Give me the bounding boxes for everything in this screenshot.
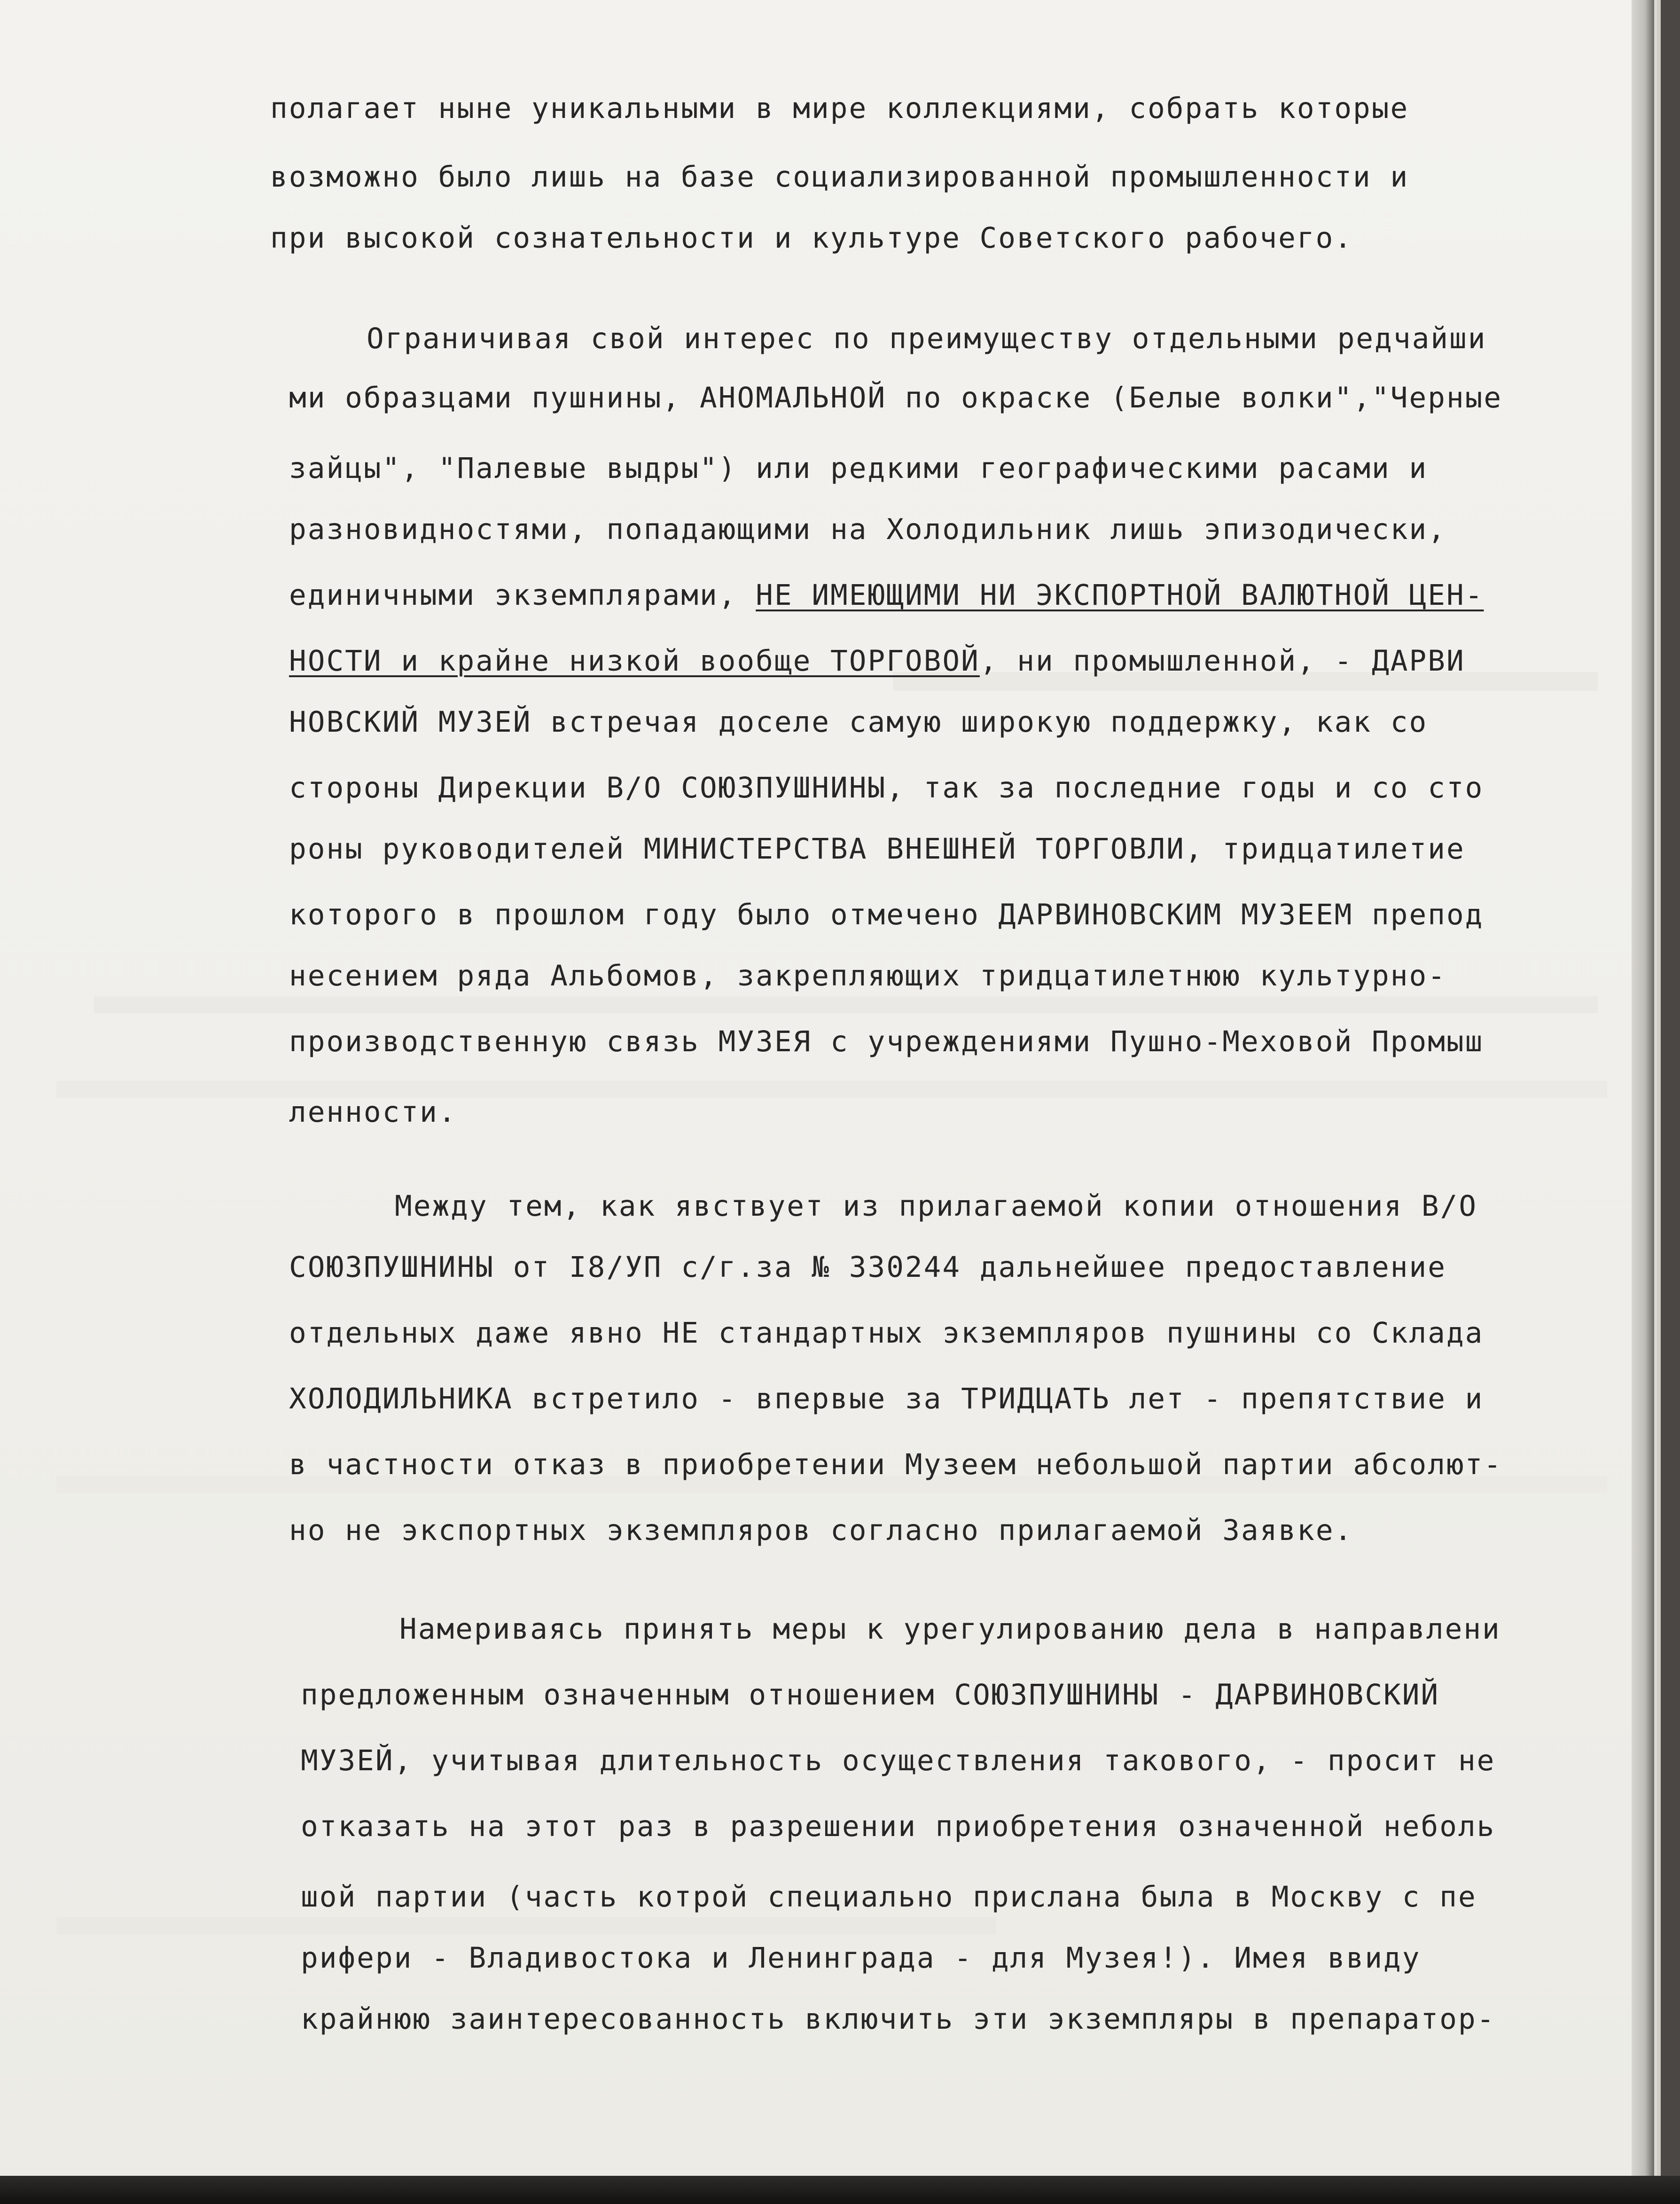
text-line: стороны Дирекции В/О СОЮЗПУШНИНЫ, так за последние годы и со сто [289,771,1484,805]
text-line: Намериваясь принять меры к урегулированию дела в направлени [399,1612,1501,1646]
text-line: которого в прошлом году было отмечено ДАРВИНОВСКИМ МУЗЕЕМ препод [289,898,1484,931]
text-line: роны руководителей МИНИСТЕРСТВА ВНЕШНЕЙ ТОРГОВЛИ, тридцатилетие [289,832,1465,866]
underlined-emphasis: НЕ ИМЕЮЩИМИ НИ ЭКСПОРТНОЙ ВАЛЮТНОЙ ЦЕН- [756,578,1484,612]
text-line: возможно было лишь на базе социализированной промышленности и [270,160,1409,194]
text-line: несением ряда Альбомов, закрепляющих тридцатилетнюю культурно- [289,959,1446,993]
text-segment: единичными экземплярами, [289,578,756,612]
text-line: ми образцами пушнины, АНОМАЛЬНОЙ по окраске (Белые волки","Черные [289,381,1503,414]
text-line: но не экспортных экземпляров согласно прилагаемой Заявке. [289,1514,1353,1547]
text-line: отказать на этот раз в разрешении приобретения означенной неболь [301,1810,1496,1843]
text-line: Ограничивая свой интерес по преимуществу отдельными редчайши [367,322,1487,355]
text-segment: , ни промышленной, - ДАРВИ [979,644,1465,678]
underlined-emphasis: НОСТИ и крайне низкой вообще ТОРГОВОЙ [289,644,980,678]
scan-background [0,2176,1680,2204]
text-line: при высокой сознательности и культуре Советского рабочего. [270,221,1353,255]
text-line: полагает ныне уникальными в мире коллекциями, собрать которые [270,92,1409,125]
text-line: МУЗЕЙ, учитывая длительность осуществления такового, - просит не [301,1744,1496,1777]
text-line: шой партии (часть котрой специально прислана была в Москву с пе [301,1880,1477,1914]
text-line: рифери - Владивостока и Ленинграда - для Музея!). Имея ввиду [301,1941,1421,1975]
text-line: в частности отказ в приобретении Музеем небольшой партии абсолют- [289,1448,1503,1481]
text-line: предложенным означенным отношением СОЮЗПУШНИНЫ - ДАРВИНОВСКИЙ [301,1678,1440,1712]
text-line: крайнюю заинтересованность включить эти экземпляры в препаратор- [301,2002,1496,2036]
text-line: Между тем, как явствует из прилагаемой копии отношения В/О [395,1189,1478,1223]
text-line: ленности. [289,1095,457,1129]
text-line [289,644,1465,678]
text-line: производственную связь МУЗЕЯ с учреждениями Пушно-Меховой Промыш [289,1025,1484,1058]
text-line: разновидностями, попадающими на Холодильник лишь эпизодически, [289,513,1446,546]
text-line: СОЮЗПУШНИНЫ от I8/УП с/г.за № 330244 дальнейшее предоставление [289,1250,1446,1284]
text-line: ХОЛОДИЛЬНИКА встретило - впервые за ТРИДЦАТЬ лет - препятствие и [289,1382,1484,1415]
text-line: отдельных даже явно НЕ стандартных экземпляров пушнины со Склада [289,1316,1484,1350]
text-line: НОВСКИЙ МУЗЕЙ встречая доселе самую широкую поддержку, как со [289,705,1428,739]
text-line: зайцы", "Палевые выдры") или редкими географическими расами и [289,452,1428,485]
text-line [289,578,1484,612]
